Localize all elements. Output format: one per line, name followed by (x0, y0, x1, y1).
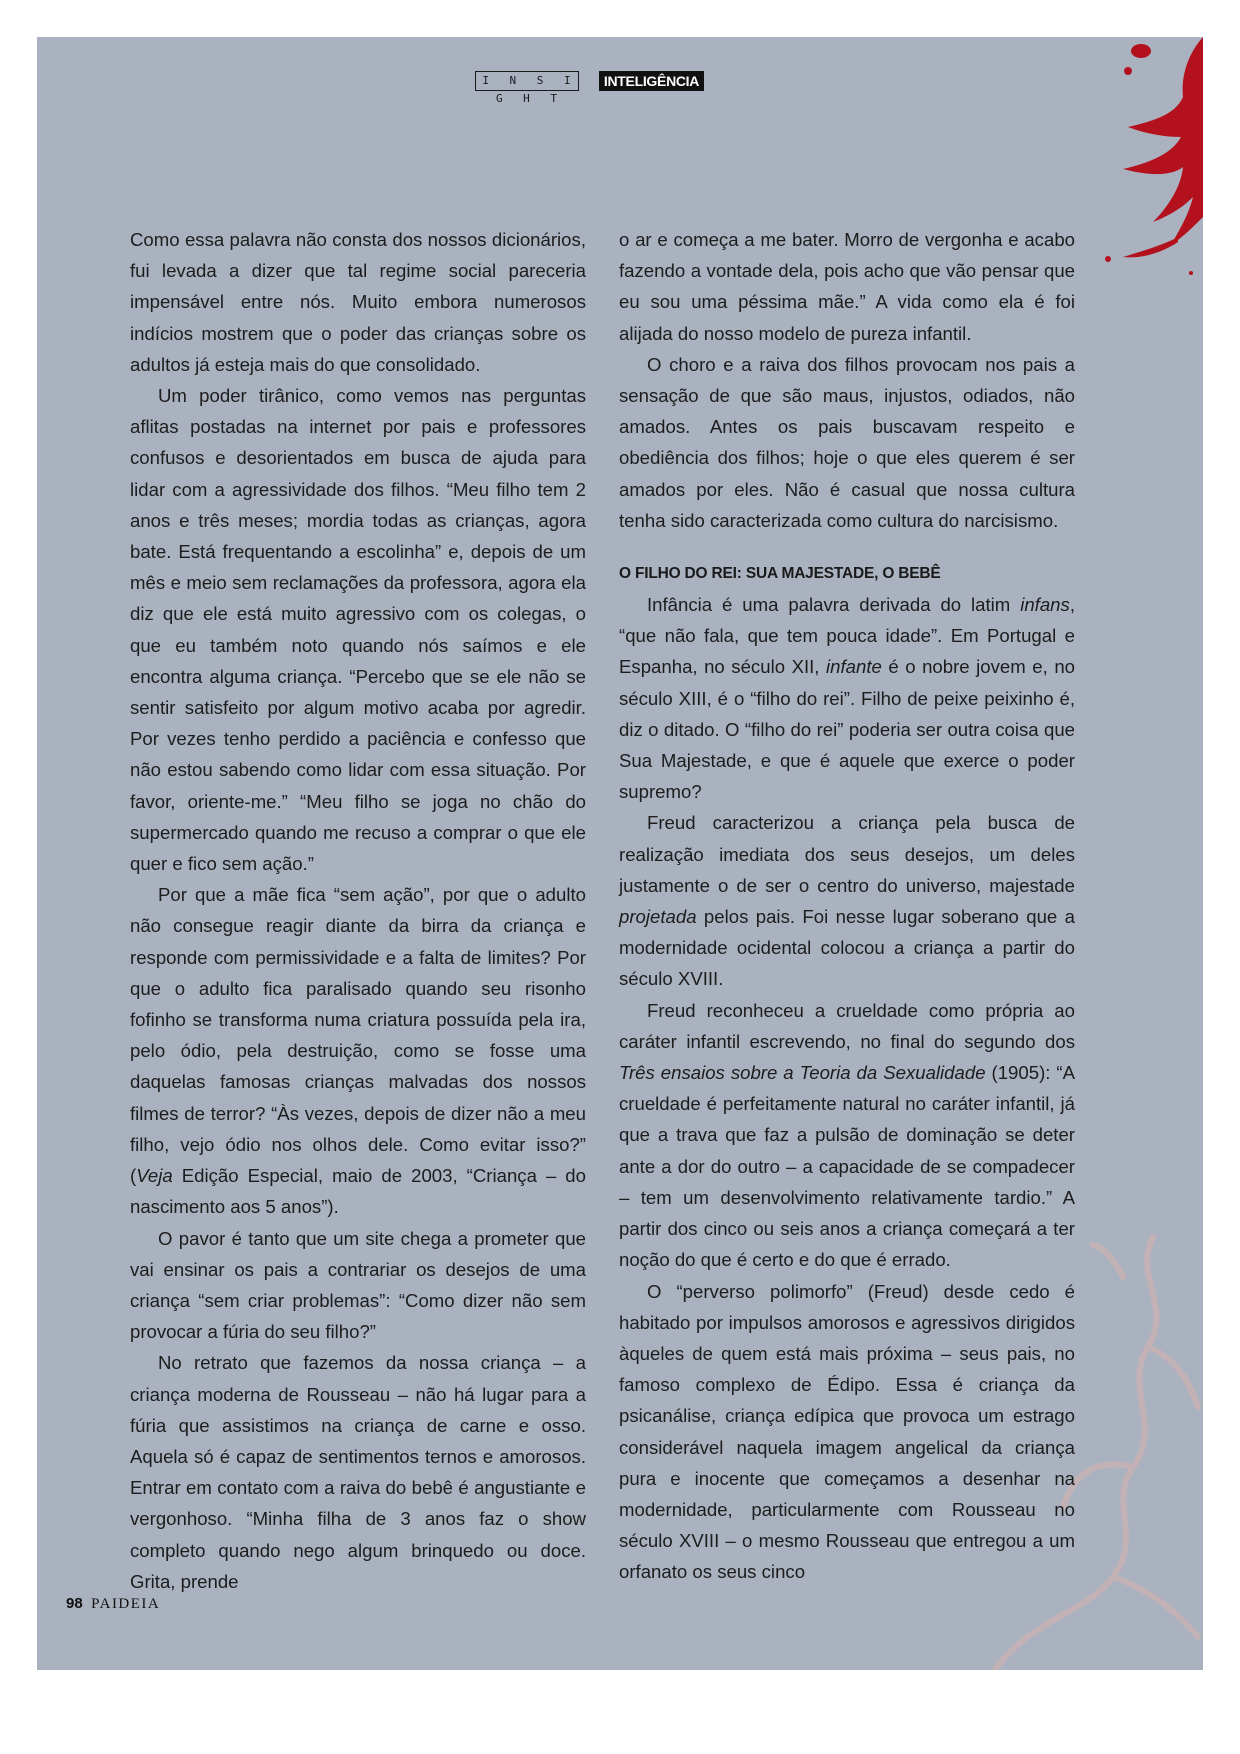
paragraph: o ar e começa a me bater. Morro de vergonha e acabo fazendo a vontade dela, pois acho que vão pensar que eu sou uma péssima mãe.” A vida como ela é foi alijada do nosso modelo de pureza infantil. (619, 229, 1075, 344)
italic-term: projetada (619, 906, 697, 928)
paragraph: Como essa palavra não consta dos nossos dicionários, fui levada a dizer que tal regime social pareceria impensável entre nós. Muito embora numerosos indícios mostrem que o poder das crianças sobre os adultos já esteja mais do que consolidado. (130, 229, 586, 375)
magazine-title: Veja (136, 1165, 173, 1187)
magazine-page (37, 37, 1203, 1670)
right-column (619, 224, 1075, 1588)
paragraph: O choro e a raiva dos filhos provocam nos pais a sensação de que são maus, injustos, odiados, não amados. Antes os pais buscavam respeito e obediência dos filhos; hoje o que eles querem é ser amados por eles. Não é casual que nossa cultura tenha sido caracterizada como cultura do narcisismo. (619, 353, 1075, 531)
text-run: Por que a mãe fica “sem ação”, por que o adulto não consegue reagir diante da birra da criança e responde com permissividade e a falta de limites? Por que o adulto fica paralisado quando seu risonho fofinho se transforma numa criatura possuída pela ira, pelo ódio, pela destruição, como se fosse uma daquelas famosas crianças malvadas dos nossos filmes de terror? “Às vezes, depois de dizer não a meu filho, vejo ódio nos olhos dele. Como evitar isso?” ( (130, 884, 586, 1187)
paragraph (619, 995, 1075, 1276)
book-title: Três ensaios sobre a Teoria da Sexualidade (619, 1062, 986, 1084)
paragraph (619, 807, 1075, 994)
text-run: (1905): “A crueldade é perfeitamente natural no caráter infantil, já que a trava que faz a pulsão de dominação se deter ante a dor do outro – a capacidade de se compadecer – tem um desenvolvimento relativamente tardio.” A partir dos cinco ou seis anos a criança começará a ter noção do que é certo e do que é errado. (619, 1062, 1075, 1271)
text-run: é o nobre jovem e, no século XIII, é o “filho do rei”. Filho de peixe peixinho é, diz o ditado. O “filho do rei” poderia ser outra coisa que Sua Majestade, e que é aquele que exerce o poder supremo? (619, 656, 1075, 803)
paragraph: Um poder tirânico, como vemos nas perguntas aflitas postadas na internet por pais e professores confusos e desorientados em busca de ajuda para lidar com a agressividade dos filhos. “Meu filho tem 2 anos e três meses; mordia todas as crianças, agora bate. Está frequentando a escolinha” e, depois de um mês e meio sem reclamações da professora, agora ela diz que ele está muito agressivo com os colegas, o que eu também noto quando nós saímos e ele encontra alguma criança. “Percebo que se ele não se sentir satisfeito por algum motivo acaba por agredir. Por vezes tenho perdido a paciência e confesso que não estou sabendo como lidar com essa situação. Por favor, oriente-me.” “Meu filho se joga no chão do supermercado quando me recuso a comprar o que ele quer e fico sem ação.” (130, 385, 586, 875)
paragraph (130, 879, 586, 1222)
text-run: Infância é uma palavra derivada do latim (647, 594, 1021, 616)
text-run: Edição Especial, maio de 2003, “Criança – do nascimento aos 5 anos”). (130, 1165, 586, 1218)
left-column (130, 224, 586, 1597)
paragraph (619, 589, 1075, 807)
italic-term: infante (826, 656, 882, 678)
paragraph: O pavor é tanto que um site chega a prometer que vai ensinar os pais a contrariar os desejos de uma criança “sem criar problemas”: “Como dizer não sem provocar a fúria do seu filho?” (130, 1227, 586, 1343)
italic-term: infans (1020, 594, 1070, 616)
page-footer (66, 1595, 160, 1619)
text-run: pelos pais. Foi nesse lugar soberano que a modernidade ocidental colocou a criança a partir do século XVIII. (619, 906, 1075, 990)
section-label: INTELIGÊNCIA (599, 71, 704, 91)
insight-tag: I N S I G H T (475, 71, 579, 91)
paragraph: No retrato que fazemos da nossa criança – a criança moderna de Rousseau – não há lugar para a fúria que assistimos na criança de carne e osso. Aquela só é capaz de sentimentos ternos e amorosos. Entrar em contato com a raiva do bebê é angustiante e vergonhoso. “Minha filha de 3 anos faz o show completo quando nego algum brinquedo ou doce. Grita, prende (130, 1352, 586, 1592)
section-subheading: O FILHO DO REI: SUA MAJESTADE, O BEBÊ (619, 565, 941, 583)
magazine-name: PAIDEIA (91, 1596, 161, 1612)
page-number: 98 (66, 1595, 83, 1612)
text-run: , “que não fala, que tem pouca idade”. Em Portugal e Espanha, no século XII, (619, 594, 1075, 678)
paragraph: O “perverso polimorfo” (Freud) desde cedo é habitado por impulsos amorosos e agressivos dirigidos àqueles de quem está mais próxima – seus pais, no famoso complexo de Édipo. Essa é criança da psicanálise, criança edípica que provoca um estrago considerável naquela imagem angelical da criança pura e inocente que começamos a desenhar na modernidade, particularmente com Rousseau no século XVIII – o mesmo Rousseau que entregou a um orfanato os seus cinco (619, 1280, 1075, 1583)
page-header (37, 71, 1203, 105)
text-run: Freud reconheceu a crueldade como própria ao caráter infantil escrevendo, no final do segundo dos (619, 999, 1075, 1052)
text-run: Freud caracterizou a criança pela busca de realização imediata dos seus desejos, um deles justamente o de ser o centro do universo, majestade (619, 812, 1075, 896)
